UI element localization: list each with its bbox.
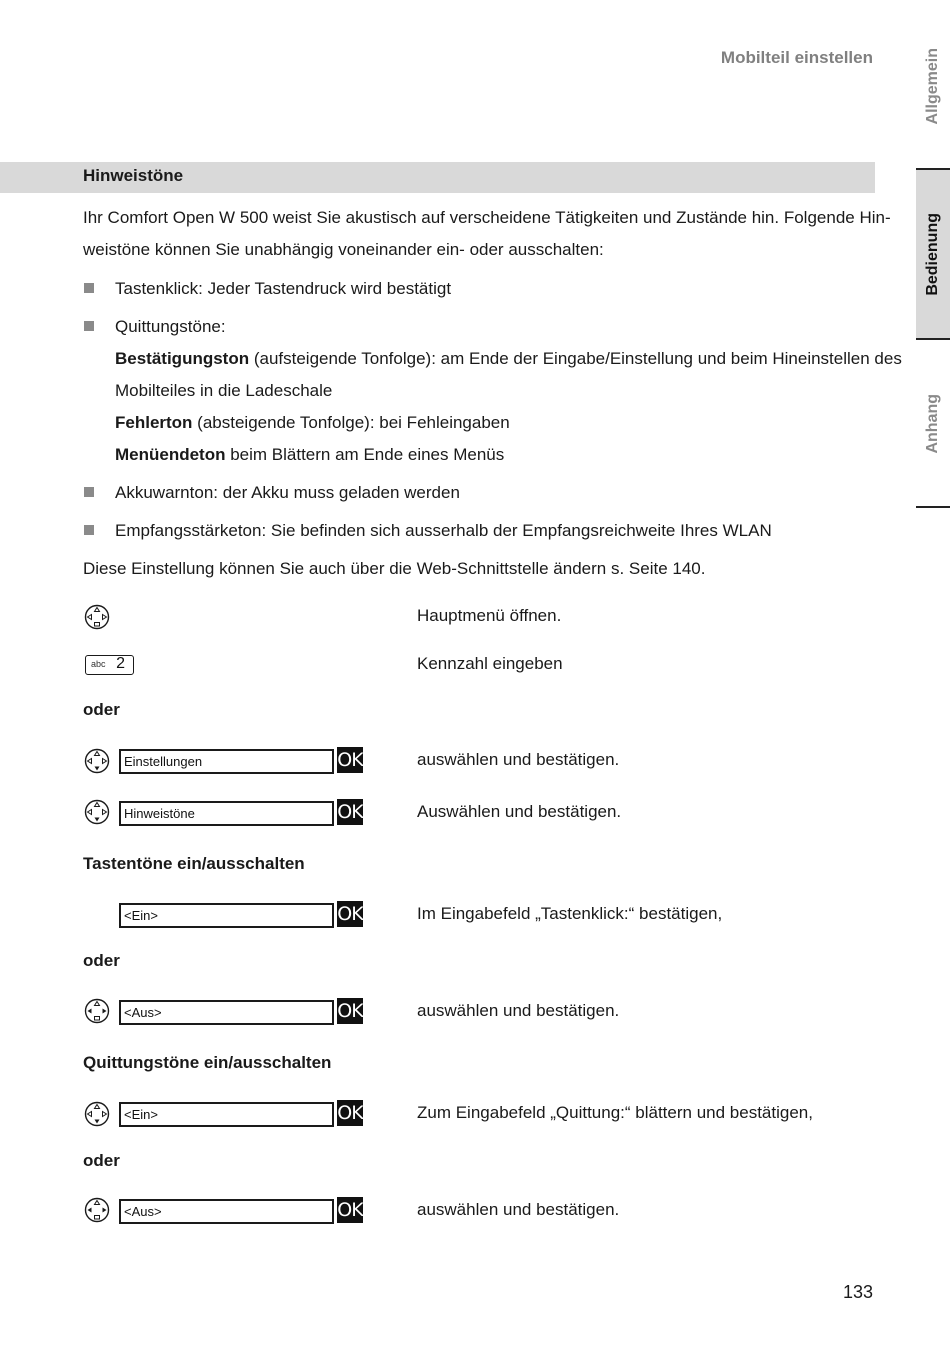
web-interface-note: Diese Einstellung können Sie auch über die Web-Schnittstelle ändern s. Seite 140.: [83, 559, 706, 578]
bullet-square: [84, 487, 94, 497]
navigation-key-updown-icon: [84, 799, 110, 825]
bestaetigungston-line: [115, 343, 902, 375]
navigation-key-updown-icon: [84, 1101, 110, 1127]
bullet-square: [84, 283, 94, 293]
ok-key-icon: OK: [337, 1102, 363, 1124]
ok-key-icon: OK: [337, 801, 363, 823]
oder-label: oder: [83, 700, 120, 719]
bullet-tastenklick: Tastenklick: Jeder Tastendruck wird bestätigt: [115, 279, 452, 298]
field-ein: <Ein>: [119, 903, 334, 928]
bestaetigungston-term: Bestätigungston: [115, 349, 250, 368]
step-desc-kennzahl: Kennzahl eingeben: [417, 654, 563, 673]
intro-line-1: Ihr Comfort Open W 500 weist Sie akustisch auf verscheidene Tätigkeiten und Zustände hin. Folgende Hin-: [83, 208, 891, 227]
running-header-title: Mobilteil einstellen: [720, 48, 873, 67]
navigation-key-icon: [84, 1197, 110, 1223]
menu-field-hinweistoene: Hinweistöne: [119, 801, 334, 826]
fehlerton-term: Fehlerton: [115, 413, 193, 432]
intro-line-2: weistöne können Sie unabhängig voneinander ein- oder ausschalten:: [83, 240, 604, 259]
step-desc-aus: auswählen und bestätigen.: [417, 1001, 620, 1020]
keypad-digit: 2: [116, 655, 125, 672]
menueendeton-term: Menüendeton: [115, 445, 226, 464]
step-desc-hauptmenue: Hauptmenü öffnen.: [417, 606, 562, 625]
keypad-letters: abc: [91, 659, 106, 669]
fehlerton-line: [115, 407, 510, 439]
step-desc-hinweistoene: Auswählen und bestätigen.: [417, 802, 622, 821]
bestaetigungston-text: (aufsteigende Tonfolge): am Ende der Eingabe/Einstellung und beim Hineinstellen des: [249, 349, 902, 368]
side-tab-allgemein[interactable]: [916, 2, 950, 170]
fehlerton-text: (absteigende Tonfolge): bei Fehleingaben: [192, 413, 510, 432]
bullet-empfangsstaerketon: Empfangsstärketon: Sie befinden sich ausserhalb der Empfangsreichweite Ihres WLAN: [115, 521, 772, 540]
side-tab-label: Bedienung: [924, 212, 941, 296]
menueendeton-line: [115, 439, 504, 471]
keypad-key-2-icon: [85, 655, 134, 675]
quittungstoene-heading: Quittungstöne ein/ausschalten: [83, 1053, 332, 1072]
side-tab-label: Anhang: [924, 394, 941, 454]
section-title: Hinweistöne: [83, 166, 184, 185]
ok-key-icon: OK: [337, 903, 363, 925]
ok-key-icon: OK: [337, 749, 363, 771]
ok-key-icon: OK: [337, 1000, 363, 1022]
side-tab-bedienung[interactable]: [916, 170, 950, 338]
navigation-key-icon: [84, 998, 110, 1024]
bestaetigungston-line-2: Mobilteiles in die Ladeschale: [115, 381, 333, 400]
oder-label: oder: [83, 1151, 120, 1170]
menu-field-einstellungen: Einstellungen: [119, 749, 334, 774]
tastentoene-heading: Tastentöne ein/ausschalten: [83, 854, 305, 873]
bullet-square: [84, 525, 94, 535]
side-tab-label: Allgemein: [924, 47, 941, 125]
side-tab-divider: [916, 506, 950, 508]
field-ein: <Ein>: [119, 1102, 334, 1127]
field-aus: <Aus>: [119, 1000, 334, 1025]
bullet-quittungstoene: Quittungstöne:: [115, 317, 226, 336]
bullet-akkuwarnton: Akkuwarnton: der Akku muss geladen werden: [115, 483, 460, 502]
bullet-square: [84, 321, 94, 331]
field-aus: <Aus>: [119, 1199, 334, 1224]
oder-label: oder: [83, 951, 120, 970]
step-desc-aus-2: auswählen und bestätigen.: [417, 1200, 620, 1219]
page-number: 133: [842, 1282, 873, 1302]
step-desc-tastenklick: Im Eingabefeld „Tastenklick:“ bestätigen,: [417, 904, 723, 923]
navigation-key-icon: [84, 604, 110, 630]
step-desc-einstellungen: auswählen und bestätigen.: [417, 750, 620, 769]
navigation-key-updown-icon: [84, 748, 110, 774]
side-tab-anhang[interactable]: [916, 340, 950, 508]
menueendeton-text: beim Blättern am Ende eines Menüs: [225, 445, 505, 464]
step-desc-quittung: Zum Eingabefeld „Quittung:“ blättern und bestätigen,: [417, 1103, 813, 1122]
ok-key-icon: OK: [337, 1199, 363, 1221]
